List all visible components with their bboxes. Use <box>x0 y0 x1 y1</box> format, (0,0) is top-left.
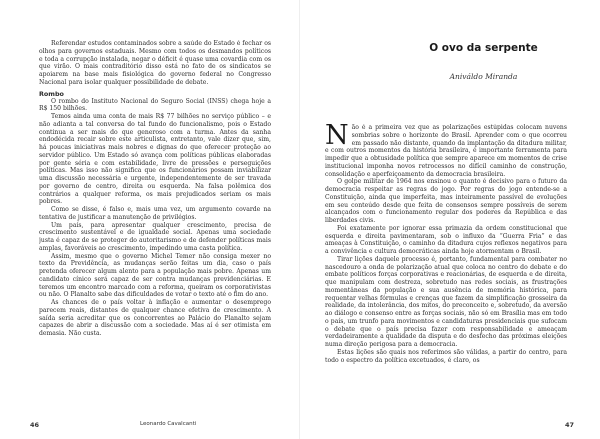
section-heading: Rombo <box>39 89 64 98</box>
paragraph: Foi exatamente por ignorar essa primazia da ordem constitucional que esquerda e direita pavimentaram, sob o influxo da “Guerra Fria” e das ameaças à Constituição, o caminho da ditadura cujos reflexos negativos para a convivência e cultura democráticas ainda hoje atormentam o Brasil. <box>325 224 567 255</box>
paragraph: Um país, para apresentar qualquer crescimento, precisa de crescimento sustentável e de igualdade social. Apenas uma sociedade justa é capaz de se proteger do autoritarismo e de defender políticas mais amplas, favoráveis ao crescimento, impedindo uma casta política. <box>39 221 271 252</box>
paragraph: As chances de o país voltar à inflação e aumentar o desemprego parecem reais, distantes de qualquer chance efetiva de crescimento. A saída seria acreditar que os concorrentes ao Palácio do Planalto sejam capazes de abrir a discussão com a sociedade. Mas aí é ser otimista em demasia. Não custa. <box>39 299 271 337</box>
paragraph: O golpe militar de 1964 nos ensinou o quanto é decisivo para o futuro da democracia respeitar as regras do jogo. Por regras do jogo entende-se a Constituição, ainda que imperfeita, mas inteiramente passível de evoluções em seu conteúdo desde que feita de consensos sempre possíveis de serem alcançados com o funcionamento regular dos poderes da República e das liberdades civis. <box>325 178 567 224</box>
right-page <box>300 0 600 439</box>
drop-cap: N <box>325 124 349 151</box>
paragraph: Assim, mesmo que o governo Michel Temer não consiga mexer no texto da Previdência, as mudanças serão feitas um dia, caso o país pretenda oferecer algum alento para a população mais pobre. Apenas um candidato cínico será capaz de ser contra mudanças previdenciárias. E teremos um encontro marcado com a reforma, queiram os corporativistas ou não. O Planalto sabe das dificuldades de votar o texto até o fim do ano. <box>39 252 271 299</box>
article-author: Aniváldo Miranda <box>449 72 518 81</box>
article-title: O ovo da serpente <box>429 42 538 54</box>
page-number-left: 46 <box>30 421 40 429</box>
paragraph-with-dropcap <box>325 124 567 178</box>
paragraph: Como se disse, é falso e, mais uma vez, um argumento covarde na tentativa de justificar a manutenção de privilégios. <box>39 206 271 221</box>
left-article-column <box>39 40 271 412</box>
paragraph: O rombo do Instituto Nacional do Seguro Social (INSS) chega hoje a R$ 150 bilhões. <box>39 97 271 113</box>
paragraph: Estas lições são quais nos referimos são válidas, a partir do centro, para todo o espectro da política excetuados, é claro, os <box>325 348 567 364</box>
paragraph-text: ão é a primeira vez que as polarizações estúpidas colocam nuvens sombrias sobre o horizonte do Brasil. Aprender com o que ocorreu em passado não distante, quando da implantação da ditadura militar, e com outros momentos da história brasileira, é importante ferramenta para impedir que a obtusidade política que sempre aparece em momentos de crise institucional imponha novos retrocessos no difícil caminho de construção, consolidação e aperfeiçoamento da democracia brasileira. <box>325 124 567 178</box>
paragraph: Temos ainda uma conta de mais R$ 77 bilhões no serviço público – e não adianta a tal conversa do tal fundo do funcionalismo, pois o Estado continua a ser mais do que generoso com a turma. Antes da sanha endodécida recair sobre este articulista, entretanto, vale dizer que, sim, há poucas iniciativas mais nobres e dignas do que oferecer proteção ao servidor público. Um Estado só avança com políticas públicas elaboradas por gente séria e com estabilidade, livre de pressões e perseguições políticas. Mas isso não significa que os funcionários possam inviabilizar uma discussão necessária e urgente, independentemente de ser travada por governo de centro, direita ou esquerda. Na falsa polêmica dos contrários a qualquer reforma, os mais prejudicados seriam os mais pobres. <box>39 113 271 206</box>
paragraph: Tirar lições daquele processo é, portanto, fundamental para combater no nascedouro a onda de polarização atual que coloca no centro do debate e do embate políticos forças corporativas e reacionárias, de esquerda e de direita, que manipulam com destreza, sobretudo nas redes sociais, as frustrações momentâneas da população e sua ausência de memória histórica, para requentar velhas fórmulas e crenças que fazem da simplificação grosseira da realidade, da intolerância, dos mitos, do preconceito e, sobretudo, da aversão ao diálogo e consenso entre as forças sociais, não só em Brasília mas em todo o país, um trunfo para movimentos e candidaturas presidenciais que sufocam o debate que o país precisa fazer com responsabilidade e ameaçam verdadeiramente a qualidade da disputa e do desfecho das próximas eleições numa direção perigosa para a democracia. <box>325 255 567 348</box>
paragraph: Referendar estudos contaminados sobre a saúde do Estado é fechar os olhos para governos estaduais. Mesmo com todos os desmandos políticos e toda a corrupção instalada, negar o déficit é quase uma covardia com os que virão. O mais contraditório disso está no fato de os sindicatos se apoiarem na base mais fisiológica do governo federal no Congresso Nacional para isolar qualquer possibilidade de debate. <box>39 40 271 86</box>
page-number-right: 47 <box>565 421 575 429</box>
footer-author: Leonardo Cavalcanti <box>140 421 197 427</box>
right-article-column <box>325 124 567 414</box>
